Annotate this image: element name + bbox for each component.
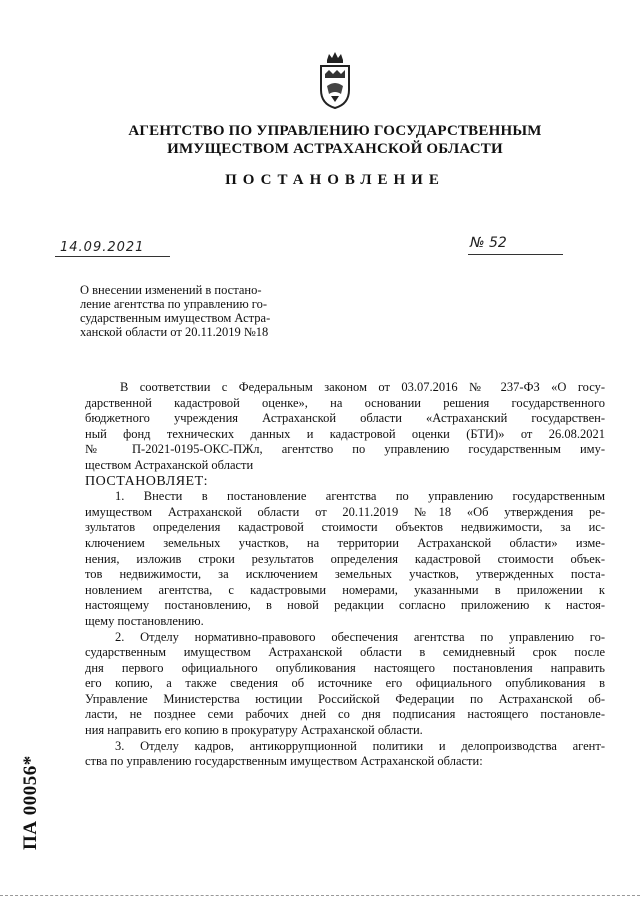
paragraph-3-line: ства по управлению государственным имуществом Астраханской области: (85, 754, 483, 769)
body-line: В соответствии с Федеральным законом от 03.07.2016 № 237-ФЗ «О госу- (120, 380, 605, 394)
form-serial-code-text: ПА 00056* (20, 755, 41, 850)
document-type-title: ПОСТАНОВЛЕНИЕ (225, 172, 445, 188)
subject-line: ление агентства по управлению го- (80, 297, 268, 311)
body-line: бюджетного учреждения Астраханской области «Астраханский государствен- (85, 411, 605, 426)
document-date: 14.09.2021 (60, 240, 145, 255)
body-line: № П-2021-0195-ОКС-ПЖл, агентство по управлению государственным иму- (85, 442, 605, 457)
number-underline (468, 254, 563, 255)
paragraph-1-line: зультатов определения кадастровой стоимости объектов недвижимости, за ис- (85, 520, 605, 535)
body-line: дарственной кадастровой оценке», на основании решения государственного (85, 395, 605, 410)
paragraph-2-line: 2. Отделу нормативно-правового обеспечения агентства по управлению го- (115, 629, 605, 644)
scan-edge-line (0, 895, 640, 896)
paragraph-1-line: новлением агентства, с кадастровыми номерами, указанными в приложении к (85, 582, 605, 597)
paragraph-2-line: ласти, не позднее семи рабочих дней со дня подписания настоящего постановле- (85, 707, 605, 722)
paragraph-1-line: ключением земельных участков, на территории Астраханской области» изме- (85, 535, 605, 550)
paragraph-1-line: имуществом Астраханской области от 20.11.2019 №18 «Об утверждения ре- (85, 504, 605, 519)
paragraph-1-line: тов недвижимости, за исключением земельных участков, утвержденных поста- (85, 567, 605, 582)
document-subject (80, 283, 310, 339)
coat-of-arms-emblem (315, 50, 355, 110)
decree-heading: ПОСТАНОВЛЯЕТ: (85, 473, 209, 489)
paragraph-1-line: настоящему постановлению, в новой редакции согласно приложению к настоя- (85, 598, 605, 613)
body-line: ный фонд технических данных и кадастровой оценки (БТИ)» от 26.08.2021 (85, 426, 605, 441)
paragraph-1-line: 1. Внести в постановление агентства по управлению государственным (115, 489, 605, 504)
date-underline (55, 256, 170, 257)
paragraph-2-line: дня первого официального опубликования настоящего постановления направить (85, 660, 605, 675)
paragraph-2-line: Управление Министерства юстиции Российской Федерации по Астраханской об- (85, 691, 605, 706)
document-body (85, 380, 605, 770)
paragraph-1-line: нения, изложив строки результатов определения кадастровой стоимости объек- (85, 551, 605, 566)
paragraph-2-line: его копию, а также сведения об источнике его официального опубликования в (85, 676, 605, 691)
organization-name-line2: ИМУЩЕСТВОМ АСТРАХАНСКОЙ ОБЛАСТИ (167, 141, 503, 157)
body-line: ществом Астраханской области (85, 457, 254, 472)
subject-line: сударственным имуществом Астра- (80, 311, 271, 325)
paragraph-3-line: 3. Отделу кадров, антикоррупционной политики и делопроизводства агент- (115, 738, 605, 753)
paragraph-2-line: сударственным имуществом Астраханской области в семидневный срок после (85, 645, 605, 660)
document-number: № 52 (470, 235, 507, 251)
subject-line: О внесении изменений в постано- (80, 283, 262, 297)
organization-name-line1: АГЕНТСТВО ПО УПРАВЛЕНИЮ ГОСУДАРСТВЕННЫМ (128, 123, 542, 139)
form-serial-code (14, 700, 44, 850)
subject-line: ханской области от 20.11.2019 №18 (80, 325, 269, 339)
paragraph-1-line: щему постановлению. (85, 613, 204, 628)
paragraph-2-line: ния направить его копию в прокуратуру Астраханской области. (85, 723, 423, 738)
